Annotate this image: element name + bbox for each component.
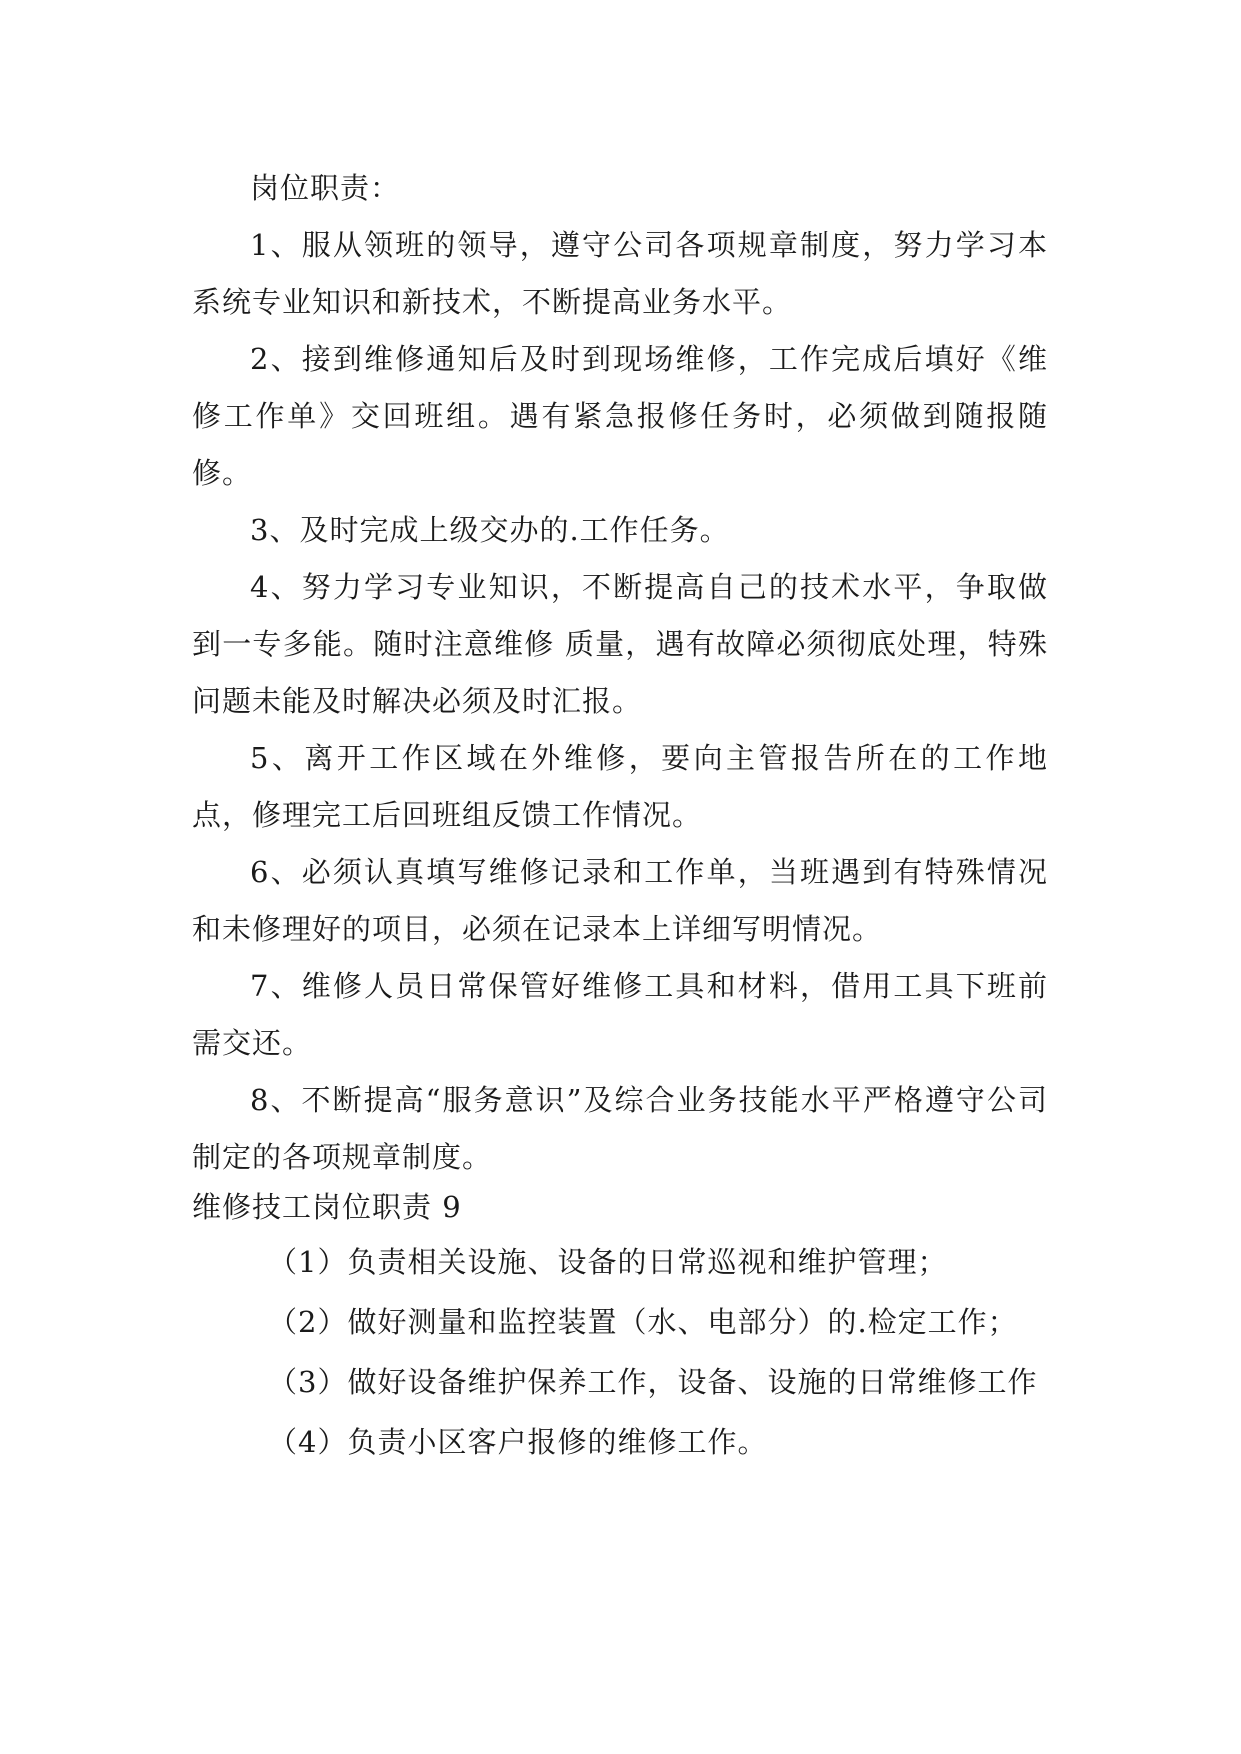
duty-item-2: 2、接到维修通知后及时到现场维修，工作完成后填好《维修工作单》交回班组。遇有紧急报修任务时，必须做到随报随修。 (192, 342, 1048, 490)
duty-item-5: 5、离开工作区域在外维修，要向主管报告所在的工作地点，修理完工后回班组反馈工作情况。 (192, 741, 1048, 832)
sub-duty-item-2: （2）做好测量和监控装置（水、电部分）的.检定工作； (268, 1305, 1018, 1339)
sub-duty-item-4: （4）负责小区客户报修的维修工作。 (268, 1425, 768, 1459)
section-title: 岗位职责： (250, 171, 401, 205)
sub-duty-item-3: （3）做好设备维护保养工作，设备、设施的日常维修工作 (268, 1365, 1038, 1399)
duty-item-3: 3、及时完成上级交办的.工作任务。 (250, 513, 730, 547)
sub-duty-item-1: （1）负责相关设施、设备的日常巡视和维护管理； (268, 1245, 948, 1279)
section-heading-9: 维修技工岗位职责 9 (192, 1190, 462, 1224)
duty-item-6: 6、必须认真填写维修记录和工作单，当班遇到有特殊情况和未修理好的项目，必须在记录本上详细写明情况。 (192, 855, 1048, 946)
document-body (192, 160, 1048, 1472)
duty-item-4: 4、努力学习专业知识，不断提高自己的技术水平，争取做到一专多能。随时注意维修 质量，遇有故障必须彻底处理，特殊问题未能及时解决必须及时汇报。 (192, 570, 1048, 718)
duty-item-7: 7、维修人员日常保管好维修工具和材料，借用工具下班前需交还。 (192, 969, 1048, 1060)
duty-item-8: 8、不断提高“服务意识”及综合业务技能水平严格遵守公司制定的各项规章制度。 (192, 1083, 1048, 1174)
duty-item-1: 1、服从领班的领导，遵守公司各项规章制度，努力学习本系统专业知识和新技术，不断提高业务水平。 (192, 228, 1048, 319)
